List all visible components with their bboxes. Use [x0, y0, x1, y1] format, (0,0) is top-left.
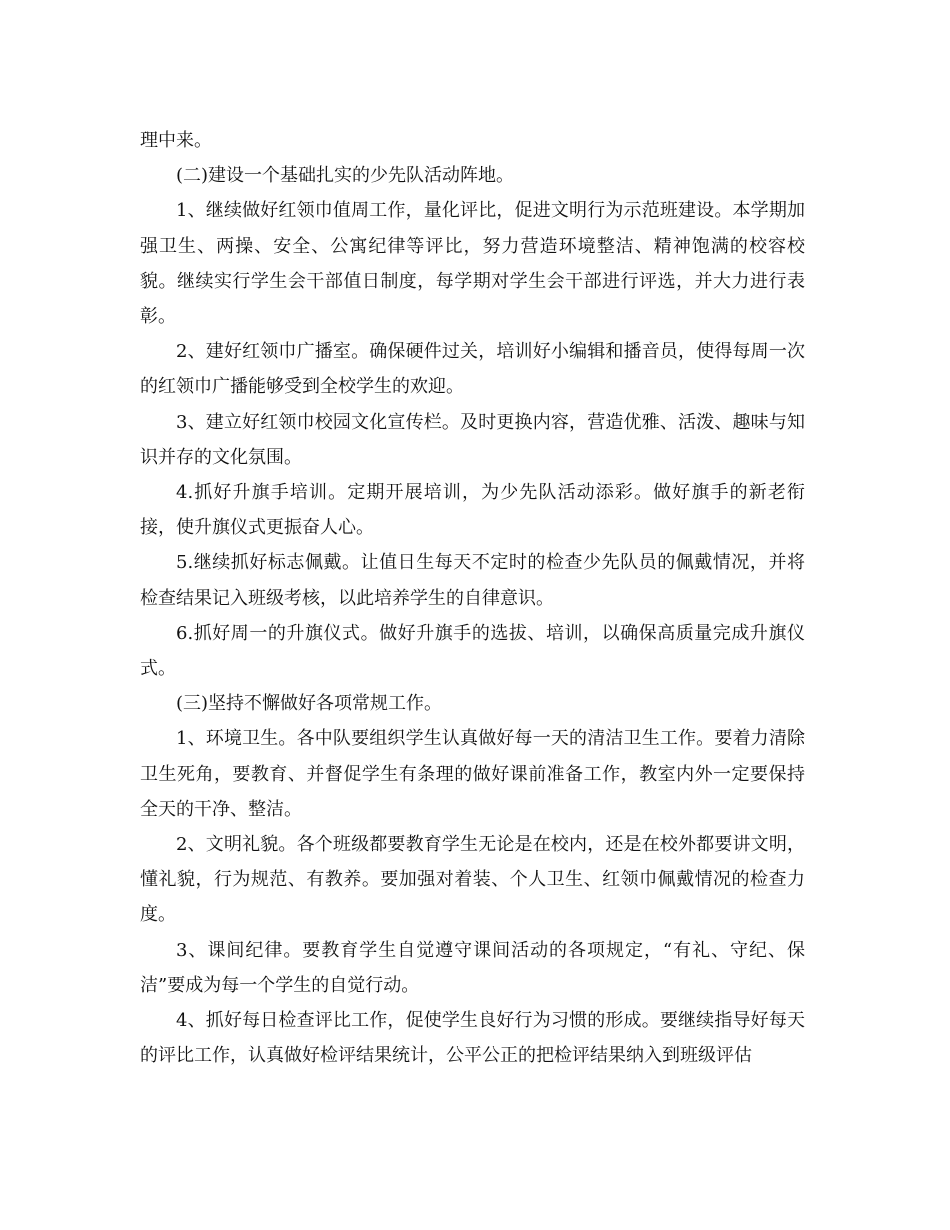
paragraph-2-1: 1、继续做好红领巾值周工作，量化评比，促进文明行为示范班建设。本学期加强卫生、两操、安全、公寓纪律等评比，努力营造环境整洁、精神饱满的校容校貌。继续实行学生会干部值日制度，每学期对学生会干部进行评选，并大力进行表彰。	[140, 200, 805, 328]
paragraph-3-3: 3、课间纪律。要教育学生自觉遵守课间活动的各项规定，“有礼、守纪、保洁”要成为每一个学生的自觉行动。	[140, 939, 805, 996]
paragraph-3-2: 2、文明礼貌。各个班级都要教育学生无论是在校内，还是在校外都要讲文明，懂礼貌，行为规范、有教养。要加强对着装、个人卫生、红领巾佩戴情况的检查力度。	[140, 834, 805, 926]
paragraph-2-6: 6.抓好周一的升旗仪式。做好升旗手的选拔、培训，以确保高质量完成升旗仪式。	[140, 622, 805, 680]
paragraph-3-1: 1、环境卫生。各中队要组织学生认真做好每一天的清洁卫生工作。要着力清除卫生死角，要教育、并督促学生有条理的做好课前准备工作，教室内外一定要保持全天的干净、整洁。	[140, 728, 805, 820]
paragraph-3-4: 4、抓好每日检查评比工作，促使学生良好行为习惯的形成。要继续指导好每天的评比工作，认真做好检评结果统计，公平公正的把检评结果纳入到班级评估	[140, 1010, 805, 1067]
section-heading-3: (三)坚持不懈做好各项常规工作。	[176, 693, 443, 715]
paragraph-continuation: 理中来。	[140, 130, 212, 151]
document-body	[140, 123, 805, 1073]
paragraph-2-5: 5.继续抓好标志佩戴。让值日生每天不定时的检查少先队员的佩戴情况，并将检查结果记入班级考核，以此培养学生的自律意识。	[140, 552, 805, 609]
paragraph-2-4: 4.抓好升旗手培训。定期开展培训，为少先队活动添彩。做好旗手的新老衔接，使升旗仪式更振奋人心。	[140, 482, 805, 539]
paragraph-2-3: 3、建立好红领巾校园文化宣传栏。及时更换内容，营造优雅、活泼、趣味与知识并存的文化氛围。	[140, 411, 805, 468]
section-heading-2: (二)建设一个基础扎实的少先队活动阵地。	[176, 165, 515, 187]
paragraph-2-2: 2、建好红领巾广播室。确保硬件过关，培训好小编辑和播音员，使得每周一次的红领巾广播能够受到全校学生的欢迎。	[140, 341, 805, 398]
